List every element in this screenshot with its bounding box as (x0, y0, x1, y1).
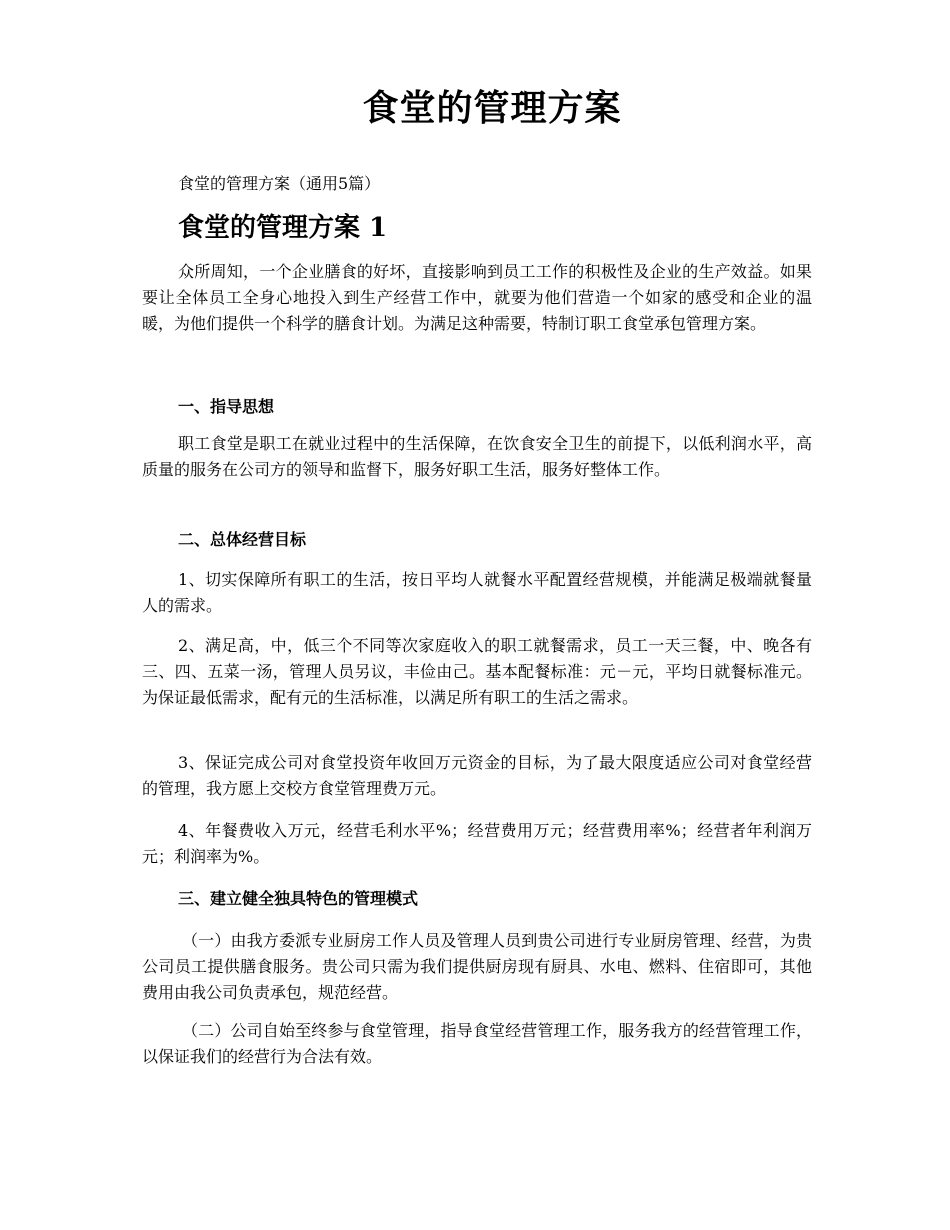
goal-item-3: 3、保证完成公司对食堂投资年收回万元资金的目标，为了最大限度适应公司对食堂经营的管理，我方愿上交校方食堂管理费万元。 (142, 753, 812, 798)
document-title: 食堂的管理方案 (362, 87, 622, 129)
mode-item-2: （二）公司自始至终参与食堂管理，指导食堂经营管理工作，服务我方的经营管理工作，以保证我们的经营行为合法有效。 (142, 1021, 812, 1066)
intro-paragraph: 众所周知，一个企业膳食的好坏，直接影响到员工工作的积极性及企业的生产效益。如果要让全体员工全身心地投入到生产经营工作中，就要为他们营造一个如家的感受和企业的温暖，为他们提供一个科学的膳食计划。为满足这种需要，特制订职工食堂承包管理方案。 (142, 262, 812, 333)
paragraph-guiding-ideology: 职工食堂是职工在就业过程中的生活保障，在饮食安全卫生的前提下，以低利润水平，高质量的服务在公司方的领导和监督下，服务好职工生活，服务好整体工作。 (142, 434, 812, 479)
heading-business-goals: 二、总体经营目标 (178, 530, 307, 549)
heading-management-mode: 三、建立健全独具特色的管理模式 (178, 889, 419, 908)
section-heading: 食堂的管理方案 1 (178, 213, 388, 243)
goal-item-1: 1、切实保障所有职工的生活，按日平均人就餐水平配置经营规模，并能满足极端就餐量人的需求。 (142, 570, 812, 615)
mode-item-1: （一）由我方委派专业厨房工作人员及管理人员到贵公司进行专业厨房管理、经营，为贵公司员工提供膳食服务。贵公司只需为我们提供厨房现有厨具、水电、燃料、住宿即可，其他费用由我公司负责承包，规范经营。 (142, 931, 812, 1002)
goal-item-4: 4、年餐费收入万元，经营毛利水平%；经营费用万元；经营费用率%；经营者年利润万元；利润率为%。 (142, 821, 812, 866)
goal-item-2: 2、满足高，中，低三个不同等次家庭收入的职工就餐需求，员工一天三餐，中、晚各有三、四、五菜一汤，管理人员另议，丰俭由己。基本配餐标准：元－元，平均日就餐标准元。为保证最低需求，配有元的生活标准，以满足所有职工的生活之需求。 (142, 636, 812, 707)
heading-guiding-ideology: 一、指导思想 (178, 397, 275, 416)
document-subtitle: 食堂的管理方案（通用5篇） (178, 174, 381, 193)
